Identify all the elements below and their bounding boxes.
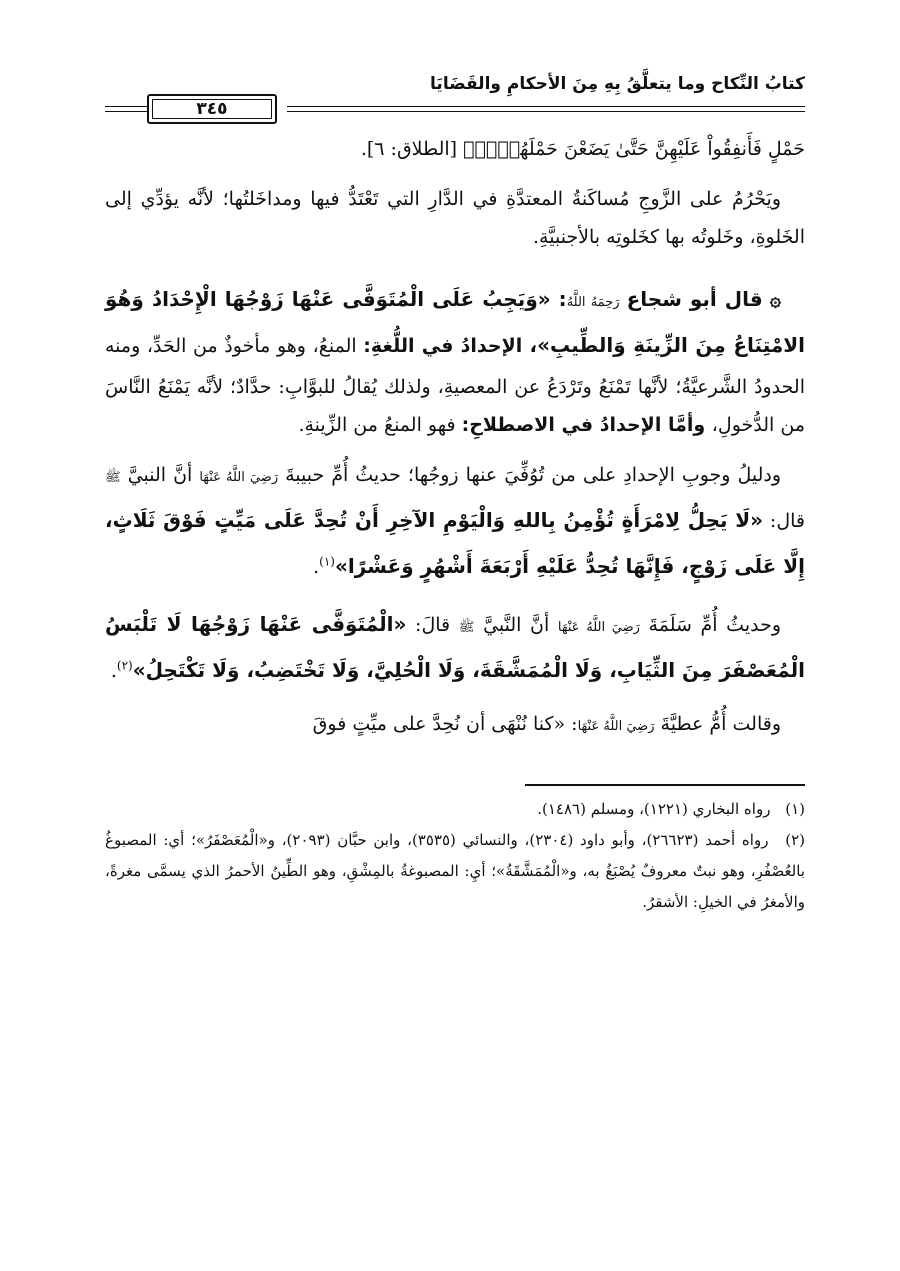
honorific: رَضِيَ اللَّهُ عَنْهَا [557, 620, 640, 635]
footnote-1 [105, 794, 805, 825]
paragraph-hadith-umm-salama [105, 601, 805, 693]
honorific: رَضِيَ اللَّهُ عَنْهَا [199, 470, 279, 485]
paragraph-intro: وحديثُ أُمِّ سَلَمَةَ [648, 614, 781, 636]
footnote-number: (١) [785, 800, 805, 818]
definition-text-2: فهو المنعُ من الزِّينةِ. [298, 414, 462, 436]
honorific: رَضِيَ اللَّهُ عَنْهَا [577, 719, 655, 734]
footnote-ref[interactable]: (١) [319, 554, 335, 569]
paragraph-cohabitation [105, 180, 805, 256]
paragraph-end: . [110, 660, 117, 682]
matn-author-label: قال أبو شجاع [626, 287, 763, 311]
footnote-ref[interactable]: (٢) [116, 658, 133, 673]
term-technical: وأمَّا الإحدادُ في الاصطلاحِ: [461, 414, 712, 436]
paragraph-text: ويَحْرُمُ على الزَّوجِ مُساكَنةُ المعتدَّةِ في الدَّارِ التي تَعْتَدُّ فيها ومداخَلتُها؛ لأنَّه يؤدِّي إلى الخَلوةِ، وخَلوتُه بها كخَلوتِه بالأجنبيَّةِ. [105, 188, 805, 248]
paragraph-hadith-umm-habiba [105, 456, 805, 589]
footnote-2 [105, 825, 805, 918]
paragraph-end: . [313, 556, 320, 578]
term-linguistic: الإحدادُ في اللُّغةِ: [363, 335, 530, 357]
matn-text: : «وَيَجِبُ عَلَى الْمُتَوَفَّى عَنْهَا زَوْجُهَا الْإِحْدَادُ وَهُوَ الامْتِنَاعُ مِنَ الزِّينَةِ وَالطِّيبِ»، [105, 287, 805, 357]
header-rule [287, 106, 805, 112]
quran-verse-line [105, 130, 805, 168]
footnote-number: (٢) [785, 831, 805, 849]
footnote-text: رواه أحمد (٢٦٦٢٣)، وأبو داود (٢٣٠٤)، والنسائي (٣٥٣٥)، وابن حبَّان (٢٠٩٣)، و«الْمُعَصْفَرُ»؛ أي: المصبوغُ بالعُصْفُرِ، وهو نبتٌ معروفٌ يُصْبَغُ به، و«الْمُمَشَّقَةُ»؛ أيِ: المصبوغةُ بالمِشْقِ، وهو الطِّينُ الأحمرُ الذي يسمَّى مغرةً، والأمغرُ في الخيلِ: الأشقرُ. [105, 831, 805, 911]
paragraph-text: أنَّ النَّبيَّ [483, 614, 558, 636]
paragraph-text: أنَّ النبيَّ [127, 464, 200, 486]
page-number-frame [147, 94, 277, 124]
page-number: ٣٤٥ [196, 99, 228, 119]
honorific-prophet: ﷺ [105, 470, 121, 485]
footnote-separator [525, 784, 805, 786]
honorific-prophet: ﷺ [458, 620, 475, 635]
paragraph-intro: ودليلُ وجوبِ الإحدادِ على من تُوُفِّيَ عنها زوجُها؛ حديثُ أُمِّ حبيبةَ [285, 464, 782, 486]
running-header [105, 70, 805, 130]
hadith-text: «الْمُتَوَفَّى عَنْهَا زَوْجُهَا لَا تَلْبَسُ الْمُعَصْفَرَ مِنَ الثِّيَابِ، وَلَا الْمُمَشَّقَةَ، وَلَا الْحُلِيَّ، وَلَا تَخْتَضِبُ، وَلَا تَكْتَحِلُ» [105, 612, 805, 682]
paragraph-matn-ihdad [105, 276, 805, 444]
paragraph-text: قال: [763, 510, 805, 532]
definition-text: المنعُ، وهو مأخوذٌ من الحَدِّ، ومنه الحدودُ الشَّرعيَّةُ؛ لأنَّها تَمْنَعُ وتَرْدَعُ عن المعصيةِ، ولذلك يُقالُ للبوَّابِ: حدَّادٌ؛ لأنَّه يَمْنَعُ النَّاسَ من الدُّخولِ، [105, 335, 805, 436]
page [105, 70, 805, 918]
paragraph-text: قالَ: [406, 614, 459, 636]
quran-verse: حَمْلٍ فَأَنفِقُواْ عَلَيْهِنَّ حَتَّىٰ يَضَعْنَ حَمْلَهُنَّۚ﴾ [الطلاق: ٦]. [360, 138, 805, 160]
honorific: رَحِمَهُ اللَّهُ [566, 295, 620, 310]
footnotes [105, 794, 805, 918]
paragraph-umm-atiyya [105, 705, 805, 746]
header-title: كتابُ النِّكاح وما يتعلَّقُ بِهِ مِنَ الأحكامِ والقَضَايَا [430, 74, 805, 94]
section-mark: ۞ [769, 289, 781, 311]
hadith-text: «لَا يَحِلُّ لِامْرَأَةٍ تُؤْمِنُ بِاللهِ وَالْيَوْمِ الآخِرِ أَنْ تُحِدَّ عَلَى مَيِّتٍ فَوْقَ ثَلَاثٍ، إِلَّا عَلَى زَوْجٍ، فَإِنَّهَا تُحِدُّ عَلَيْهِ أَرْبَعَةَ أَشْهُرٍ وَعَشْرًا» [105, 508, 805, 578]
paragraph-text: : «كنا نُنْهَى أن نُحِدَّ على ميِّتٍ فوقَ [312, 713, 578, 735]
footnote-text: رواه البخاري (١٢٢١)، ومسلم (١٤٨٦). [537, 800, 771, 818]
paragraph-intro: وقالت أُمُّ عطيَّةَ [660, 713, 781, 735]
header-rule-left [105, 106, 147, 112]
